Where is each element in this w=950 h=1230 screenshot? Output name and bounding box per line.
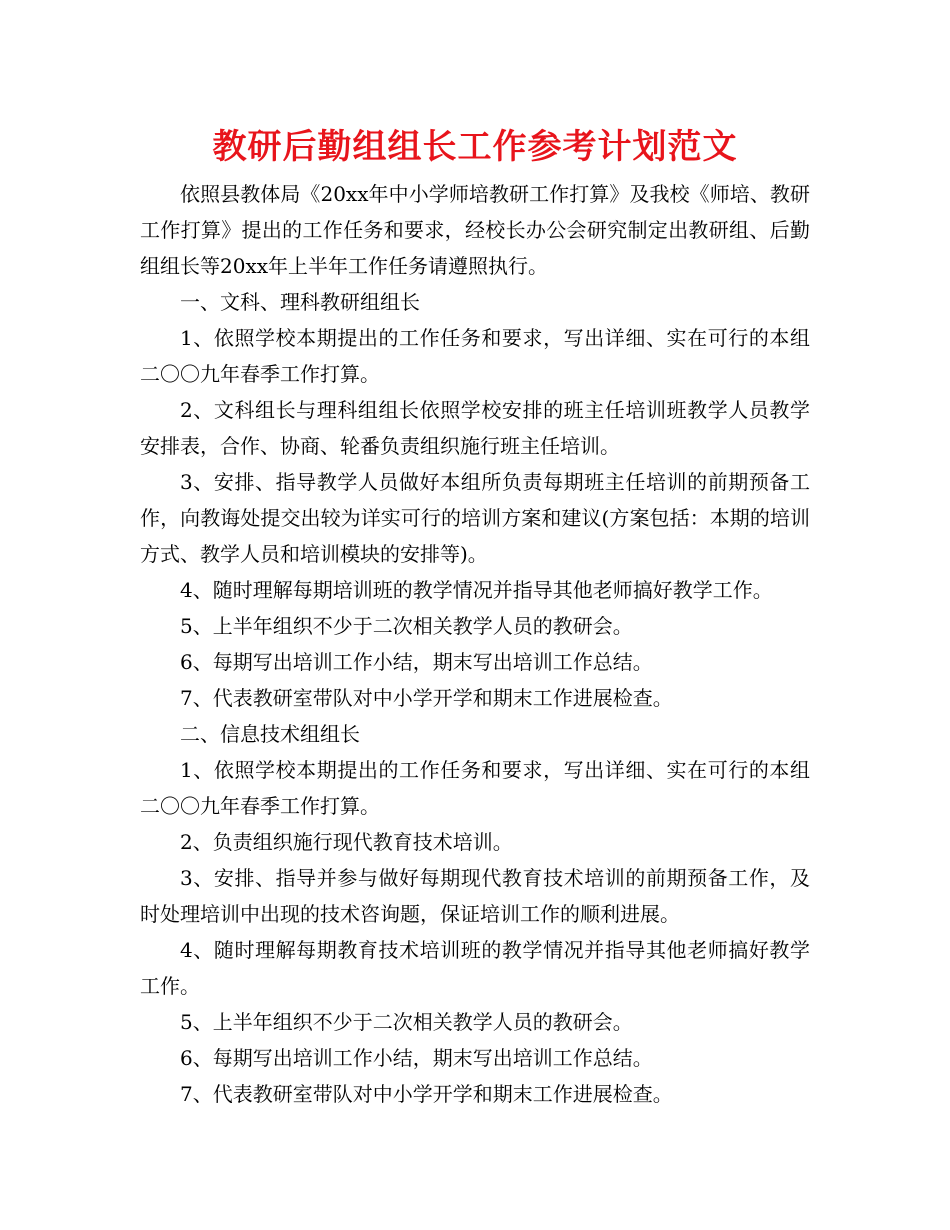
section-heading-1: 一、文科、理科教研组组长 [180,290,420,314]
list-item: 1、依照学校本期提出的工作任务和要求，写出详细、实在可行的本组二〇〇九年春季工作打算。 [140,758,810,818]
list-item: 3、安排、指导教学人员做好本组所负责每期班主任培训的前期预备工作，向教诲处提交出较为详实可行的培训方案和建议(方案包括：本期的培训方式、教学人员和培训模块的安排等)。 [140,470,810,566]
list-item: 5、上半年组织不少于二次相关教学人员的教研会。 [180,1010,633,1034]
list-item: 5、上半年组织不少于二次相关教学人员的教研会。 [180,614,633,638]
list-item: 3、安排、指导并参与做好每期现代教育技术培训的前期预备工作，及时处理培训中出现的技术咨询题，保证培训工作的顺利进展。 [140,866,810,926]
list-item: 4、随时理解每期培训班的教学情况并指导其他老师搞好教学工作。 [180,578,773,602]
list-item: 7、代表教研室带队对中小学开学和期末工作进展检查。 [180,1082,673,1106]
list-item: 6、每期写出培训工作小结，期末写出培训工作总结。 [180,1046,653,1070]
list-item: 4、随时理解每期教育技术培训班的教学情况并指导其他老师搞好教学工作。 [140,938,810,998]
list-item: 6、每期写出培训工作小结，期末写出培训工作总结。 [180,650,653,674]
document-page [140,118,810,1112]
list-item: 1、依照学校本期提出的工作任务和要求，写出详细、实在可行的本组二〇〇九年春季工作打算。 [140,326,810,386]
list-item: 2、负责组织施行现代教育技术培训。 [180,830,513,854]
document-title: 教研后勤组组长工作参考计划范文 [212,127,738,167]
document-body [140,176,810,1112]
intro-paragraph: 依照县教体局《20xx年中小学师培教研工作打算》及我校《师培、教研工作打算》提出的工作任务和要求，经校长办公会研究制定出教研组、后勤组组长等20xx年上半年工作任务请遵照执行。 [140,182,810,278]
list-item: 2、文科组长与理科组组长依照学校安排的班主任培训班教学人员教学安排表，合作、协商、轮番负责组织施行班主任培训。 [140,398,810,458]
section-heading-2: 二、信息技术组组长 [180,722,360,746]
list-item: 7、代表教研室带队对中小学开学和期末工作进展检查。 [180,686,673,710]
